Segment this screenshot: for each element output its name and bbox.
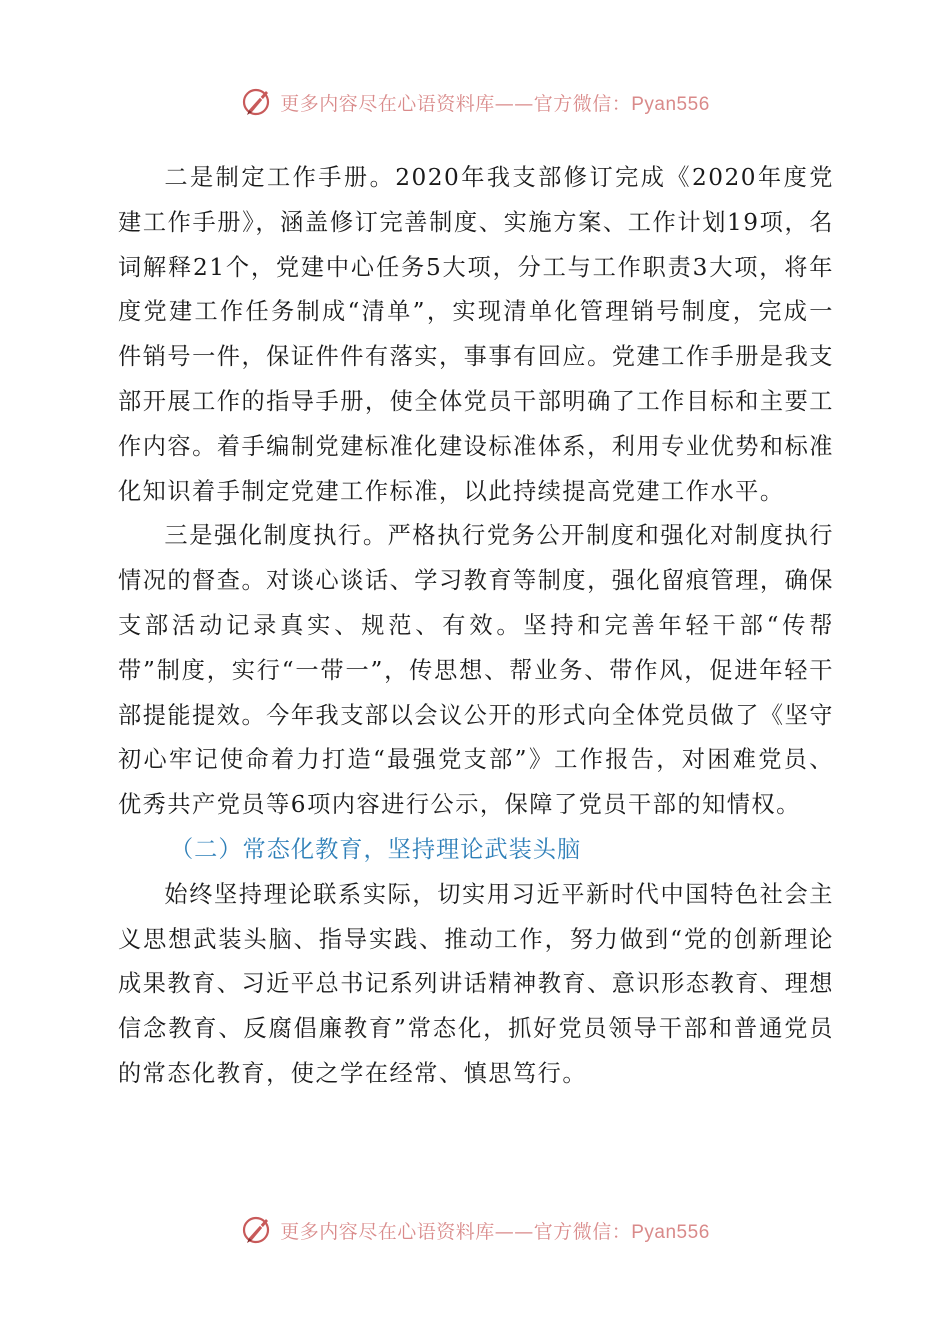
document-body [118,156,834,1097]
watermark-separator: —— [494,1220,534,1243]
watermark-text [280,1217,710,1244]
watermark-brand: 更多内容尽在心语资料库 [280,92,495,115]
watermark-footer [0,1210,950,1250]
watermark-brand: 更多内容尽在心语资料库 [280,1220,495,1243]
paragraph-regular-education: 始终坚持理论联系实际，切实用习近平新时代中国特色社会主义思想武装头脑、指导实践、推动工作，努力做到“党的创新理论成果教育、习近平总书记系列讲话精神教育、意识形态教育、理想信念教育、反腐倡廉教育”常态化，抓好党员领导干部和普通党员的常态化教育，使之学在经常、慎思笃行。 [118,880,834,1087]
watermark-wechat: 官方微信：Pyan556 [533,93,710,115]
watermark-text [280,89,710,116]
watermark-separator: —— [494,92,534,115]
quill-pen-logo-icon [240,85,274,119]
watermark-wechat: 官方微信：Pyan556 [533,1221,710,1243]
section-heading: （二）常态化教育，坚持理论武装头脑 [170,835,582,863]
watermark-header [0,82,950,122]
paragraph-system-execution: 三是强化制度执行。严格执行党务公开制度和强化对制度执行情况的督查。对谈心谈话、学习教育等制度，强化留痕管理，确保支部活动记录真实、规范、有效。坚持和完善年轻干部“传帮带”制度，实行“一带一”，传思想、帮业务、带作风，促进年轻干部提能提效。今年我支部以会议公开的形式向全体党员做了《坚守初心牢记使命着力打造“最强党支部”》工作报告，对困难党员、优秀共产党员等6项内容进行公示，保障了党员干部的知情权。 [118,522,834,819]
paragraph-work-manual: 二是制定工作手册。2020年我支部修订完成《2020年度党建工作手册》，涵盖修订完善制度、实施方案、工作计划19项，名词解释21个，党建中心任务5大项，分工与工作职责3大项，将年度党建工作任务制成“清单”，实现清单化管理销号制度，完成一件销号一件，保证件件有落实，事事有回应。党建工作手册是我支部开展工作的指导手册，使全体党员干部明确了工作目标和主要工作内容。着手编制党建标准化建设标准体系，利用专业优势和标准化知识着手制定党建工作标准，以此持续提高党建工作水平。 [118,164,834,505]
quill-pen-logo-icon [240,1213,274,1247]
